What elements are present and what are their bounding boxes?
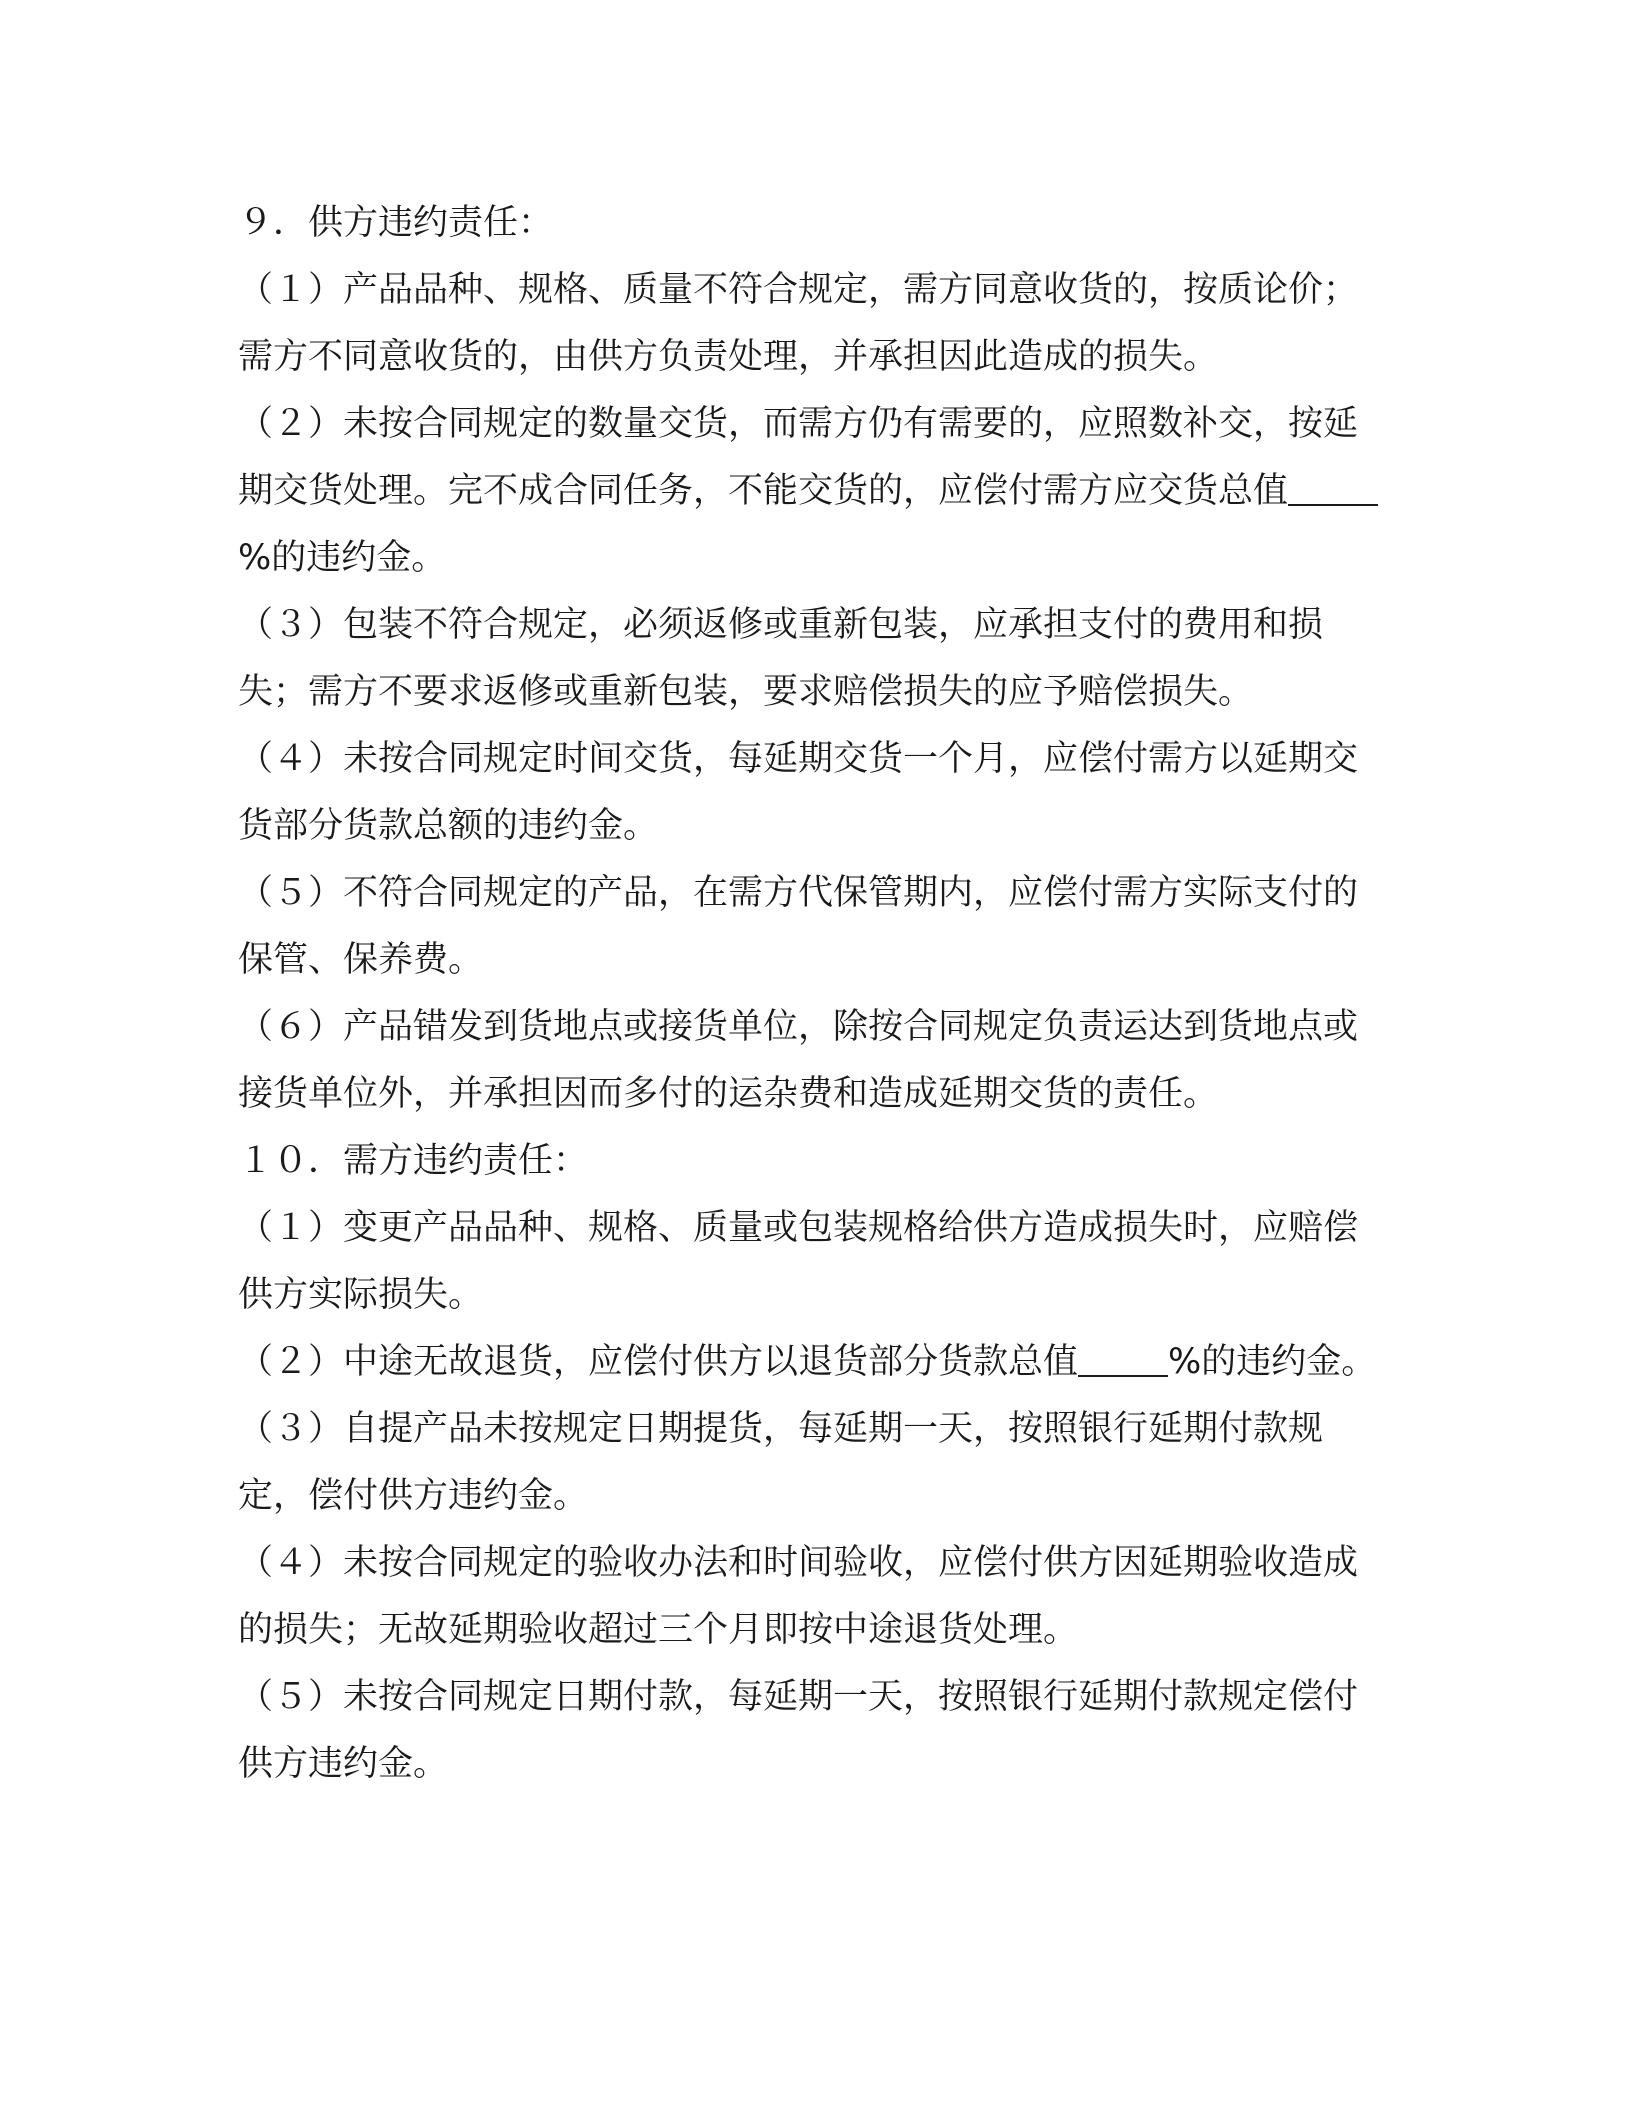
clause-supplier-3: （３）包装不符合规定，必须返修或重新包装，应承担支付的费用和损失；需方不要求返修或重新包装，要求赔偿损失的应予赔偿损失。 xyxy=(238,605,1324,712)
section-heading-buyer-liability: １０．需方违约责任： xyxy=(238,1141,589,1181)
section-heading-supplier-liability: ９．供方违约责任： xyxy=(238,203,554,243)
clause-supplier-2-suffix: %的违约金。 xyxy=(238,538,447,578)
document-page xyxy=(238,190,1378,1798)
clause-buyer-3: （３）自提产品未按规定日期提货，每延期一天，按照银行延期付款规定，偿付供方违约金。 xyxy=(238,1409,1324,1516)
fill-in-blank xyxy=(1078,1345,1168,1377)
clause-supplier-2 xyxy=(238,391,1378,592)
clause-buyer-2-text: （２）中途无故退货，应偿付供方以退货部分货款总值 xyxy=(238,1342,1079,1382)
fill-in-blank xyxy=(1288,474,1378,506)
clause-supplier-1: （１）产品品种、规格、质量不符合规定，需方同意收货的，按质论价；需方不同意收货的，由供方负责处理，并承担因此造成的损失。 xyxy=(238,270,1359,377)
clause-buyer-1: （１）变更产品品种、规格、质量或包装规格给供方造成损失时，应赔偿供方实际损失。 xyxy=(238,1208,1359,1315)
clause-buyer-5: （５）未按合同规定日期付款，每延期一天，按照银行延期付款规定偿付供方违约金。 xyxy=(238,1677,1359,1784)
clause-buyer-4: （４）未按合同规定的验收办法和时间验收，应偿付供方因延期验收造成的损失；无故延期验收超过三个月即按中途退货处理。 xyxy=(238,1543,1359,1650)
clause-buyer-2-suffix: %的违约金。 xyxy=(1168,1342,1377,1382)
clause-supplier-2-text: （２）未按合同规定的数量交货，而需方仍有需要的，应照数补交，按延期交货处理。完不成合同任务，不能交货的，应偿付需方应交货总值 xyxy=(238,404,1359,511)
clause-buyer-2 xyxy=(238,1329,1378,1396)
clause-supplier-6: （６）产品错发到货地点或接货单位，除按合同规定负责运达到货地点或接货单位外，并承担因而多付的运杂费和造成延期交货的责任。 xyxy=(238,1007,1359,1114)
clause-supplier-5: （５）不符合同规定的产品，在需方代保管期内，应偿付需方实际支付的保管、保养费。 xyxy=(238,873,1359,980)
clause-supplier-4: （４）未按合同规定时间交货，每延期交货一个月，应偿付需方以延期交货部分货款总额的违约金。 xyxy=(238,739,1359,846)
